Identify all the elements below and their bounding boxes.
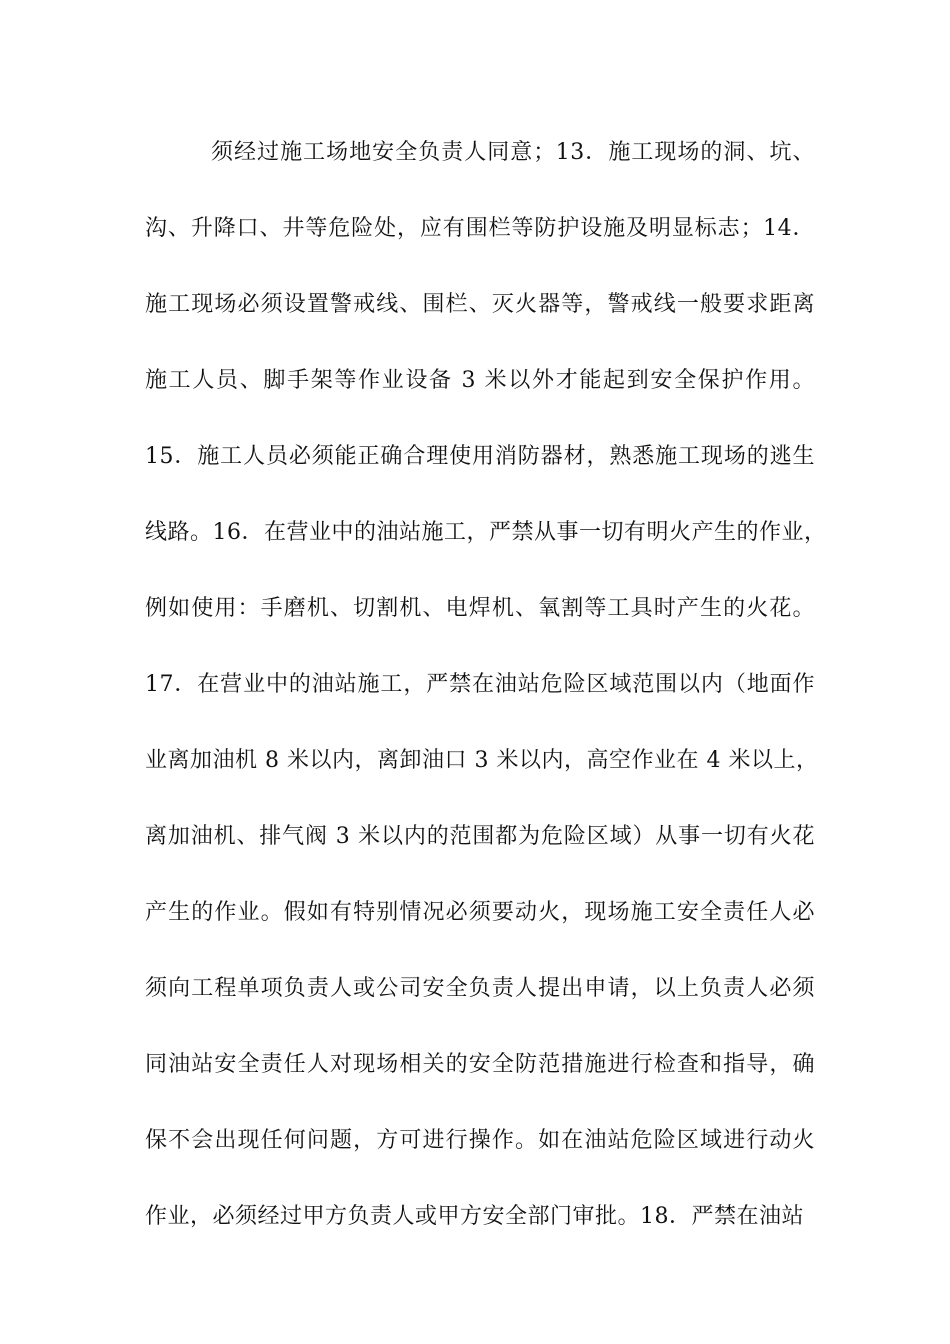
- text-line: 沟、升降口、井等危险处，应有围栏等防护设施及明显标志；14．: [145, 216, 815, 241]
- text-line: 施工人员、脚手架等作业设备 3 米以外才能起到安全保护作用。: [145, 368, 815, 393]
- text-line: 业离加油机 8 米以内，离卸油口 3 米以内，高空作业在 4 米以上，: [145, 748, 819, 773]
- text-line: 线路。16．在营业中的油站施工，严禁从事一切有明火产生的作业，: [145, 520, 827, 545]
- text-line: 15．施工人员必须能正确合理使用消防器材，熟悉施工现场的逃生: [145, 444, 815, 469]
- text-line: 须经过施工场地安全负责人同意；13．施工现场的洞、坑、: [211, 140, 815, 165]
- text-line: 17．在营业中的油站施工，严禁在油站危险区域范围以内（地面作: [145, 672, 815, 697]
- body-text: [145, 130, 827, 1270]
- text-line: 作业，必须经过甲方负责人或甲方安全部门审批。18．严禁在油站: [145, 1204, 804, 1229]
- text-line: 产生的作业。假如有特别情况必须要动火，现场施工安全责任人必: [145, 900, 815, 925]
- text-line: 同油站安全责任人对现场相关的安全防范措施进行检查和指导，确: [145, 1052, 815, 1077]
- text-line: 须向工程单项负责人或公司安全负责人提出申请，以上负责人必须: [145, 976, 815, 1001]
- text-line: 例如使用：手磨机、切割机、电焊机、氧割等工具时产生的火花。: [145, 596, 815, 621]
- text-line: 保不会出现任何问题，方可进行操作。如在油站危险区域进行动火: [145, 1128, 815, 1153]
- text-line: 离加油机、排气阀 3 米以内的范围都为危险区域）从事一切有火花: [145, 824, 815, 849]
- text-line: 施工现场必须设置警戒线、围栏、灭火器等，警戒线一般要求距离: [145, 292, 815, 317]
